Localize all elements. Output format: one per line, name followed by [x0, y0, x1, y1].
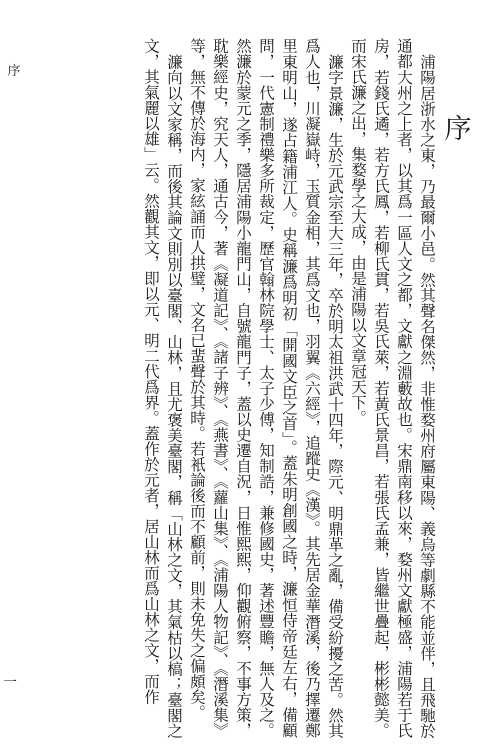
page-number: 一 — [3, 675, 17, 691]
preface-title: 序 — [444, 114, 472, 145]
paragraph-2: 濂字景濂，生於元武宗至大三年，卒於明太祖洪武十四年，際元、明鼎革之亂，備受紛擾之苦。然其爲人也，川凝嶽峙，玉質金相，其爲文也，羽翼《六經》，追蹤史《漢》。其先居金華潛溪，後乃擇遷鄭里東明山，遂占籍浦江人。史稱濂爲明初「開國文臣之首」。蓋朱明創國之時，濂恒侍帝廷左右，備顧問，一代憲制禮樂多所裁定，歷官翰林院學士、太子少傅，知制誥，兼修國史，著述豐贍，無人及之。然濂於蒙元之季，隱居浦陽小龍門山，自號龍門子，蓋以史遷自況，日惟熙熙，仰觀俯察，不事方策，耽樂經史，究天人，通古今，著《凝道記》、《諸子辨》、《燕書》、《蘿山集》、《浦陽人物記》、《潛溪集》等，無不傳於海内，家絃誦而人拱璧，文名已蜚聲於其時。若衹論後而不顧前，則未免失之偏頗矣。 — [188, 38, 344, 738]
preface-body — [26, 38, 438, 738]
paragraph-3: 濂向以文家稱，而後其論文則別以臺閣、山林，且尤褒美臺閣，稱「山林之文，其氣枯以槁；臺閣之文，其氣麗以雄」云。然觀其文，即以元、明二代爲界。蓋作於元者，居山林而爲山林之文，而作 — [142, 38, 183, 738]
running-header: 序 — [7, 64, 21, 79]
paragraph-1: 浦陽居浙水之東，乃最爾小邑。然其聲名傑然，非惟婺州府屬東陽、義烏等劇縣不能並伴，且飛馳於通都大州之上者，以其爲一區人文之都，文獻之淵藪故也。宋鼎南移以來，婺州文獻極盛，浦陽若于氏房，若錢氏遹，若方氏鳳，若柳氏貫，若吳氏萊，若黃氏景昌，若張氏孟兼，皆繼世疊起，彬彬懿美。而宋氏濂之出，集婺學之大成，由是浦陽以文章冠天下。 — [349, 38, 436, 738]
